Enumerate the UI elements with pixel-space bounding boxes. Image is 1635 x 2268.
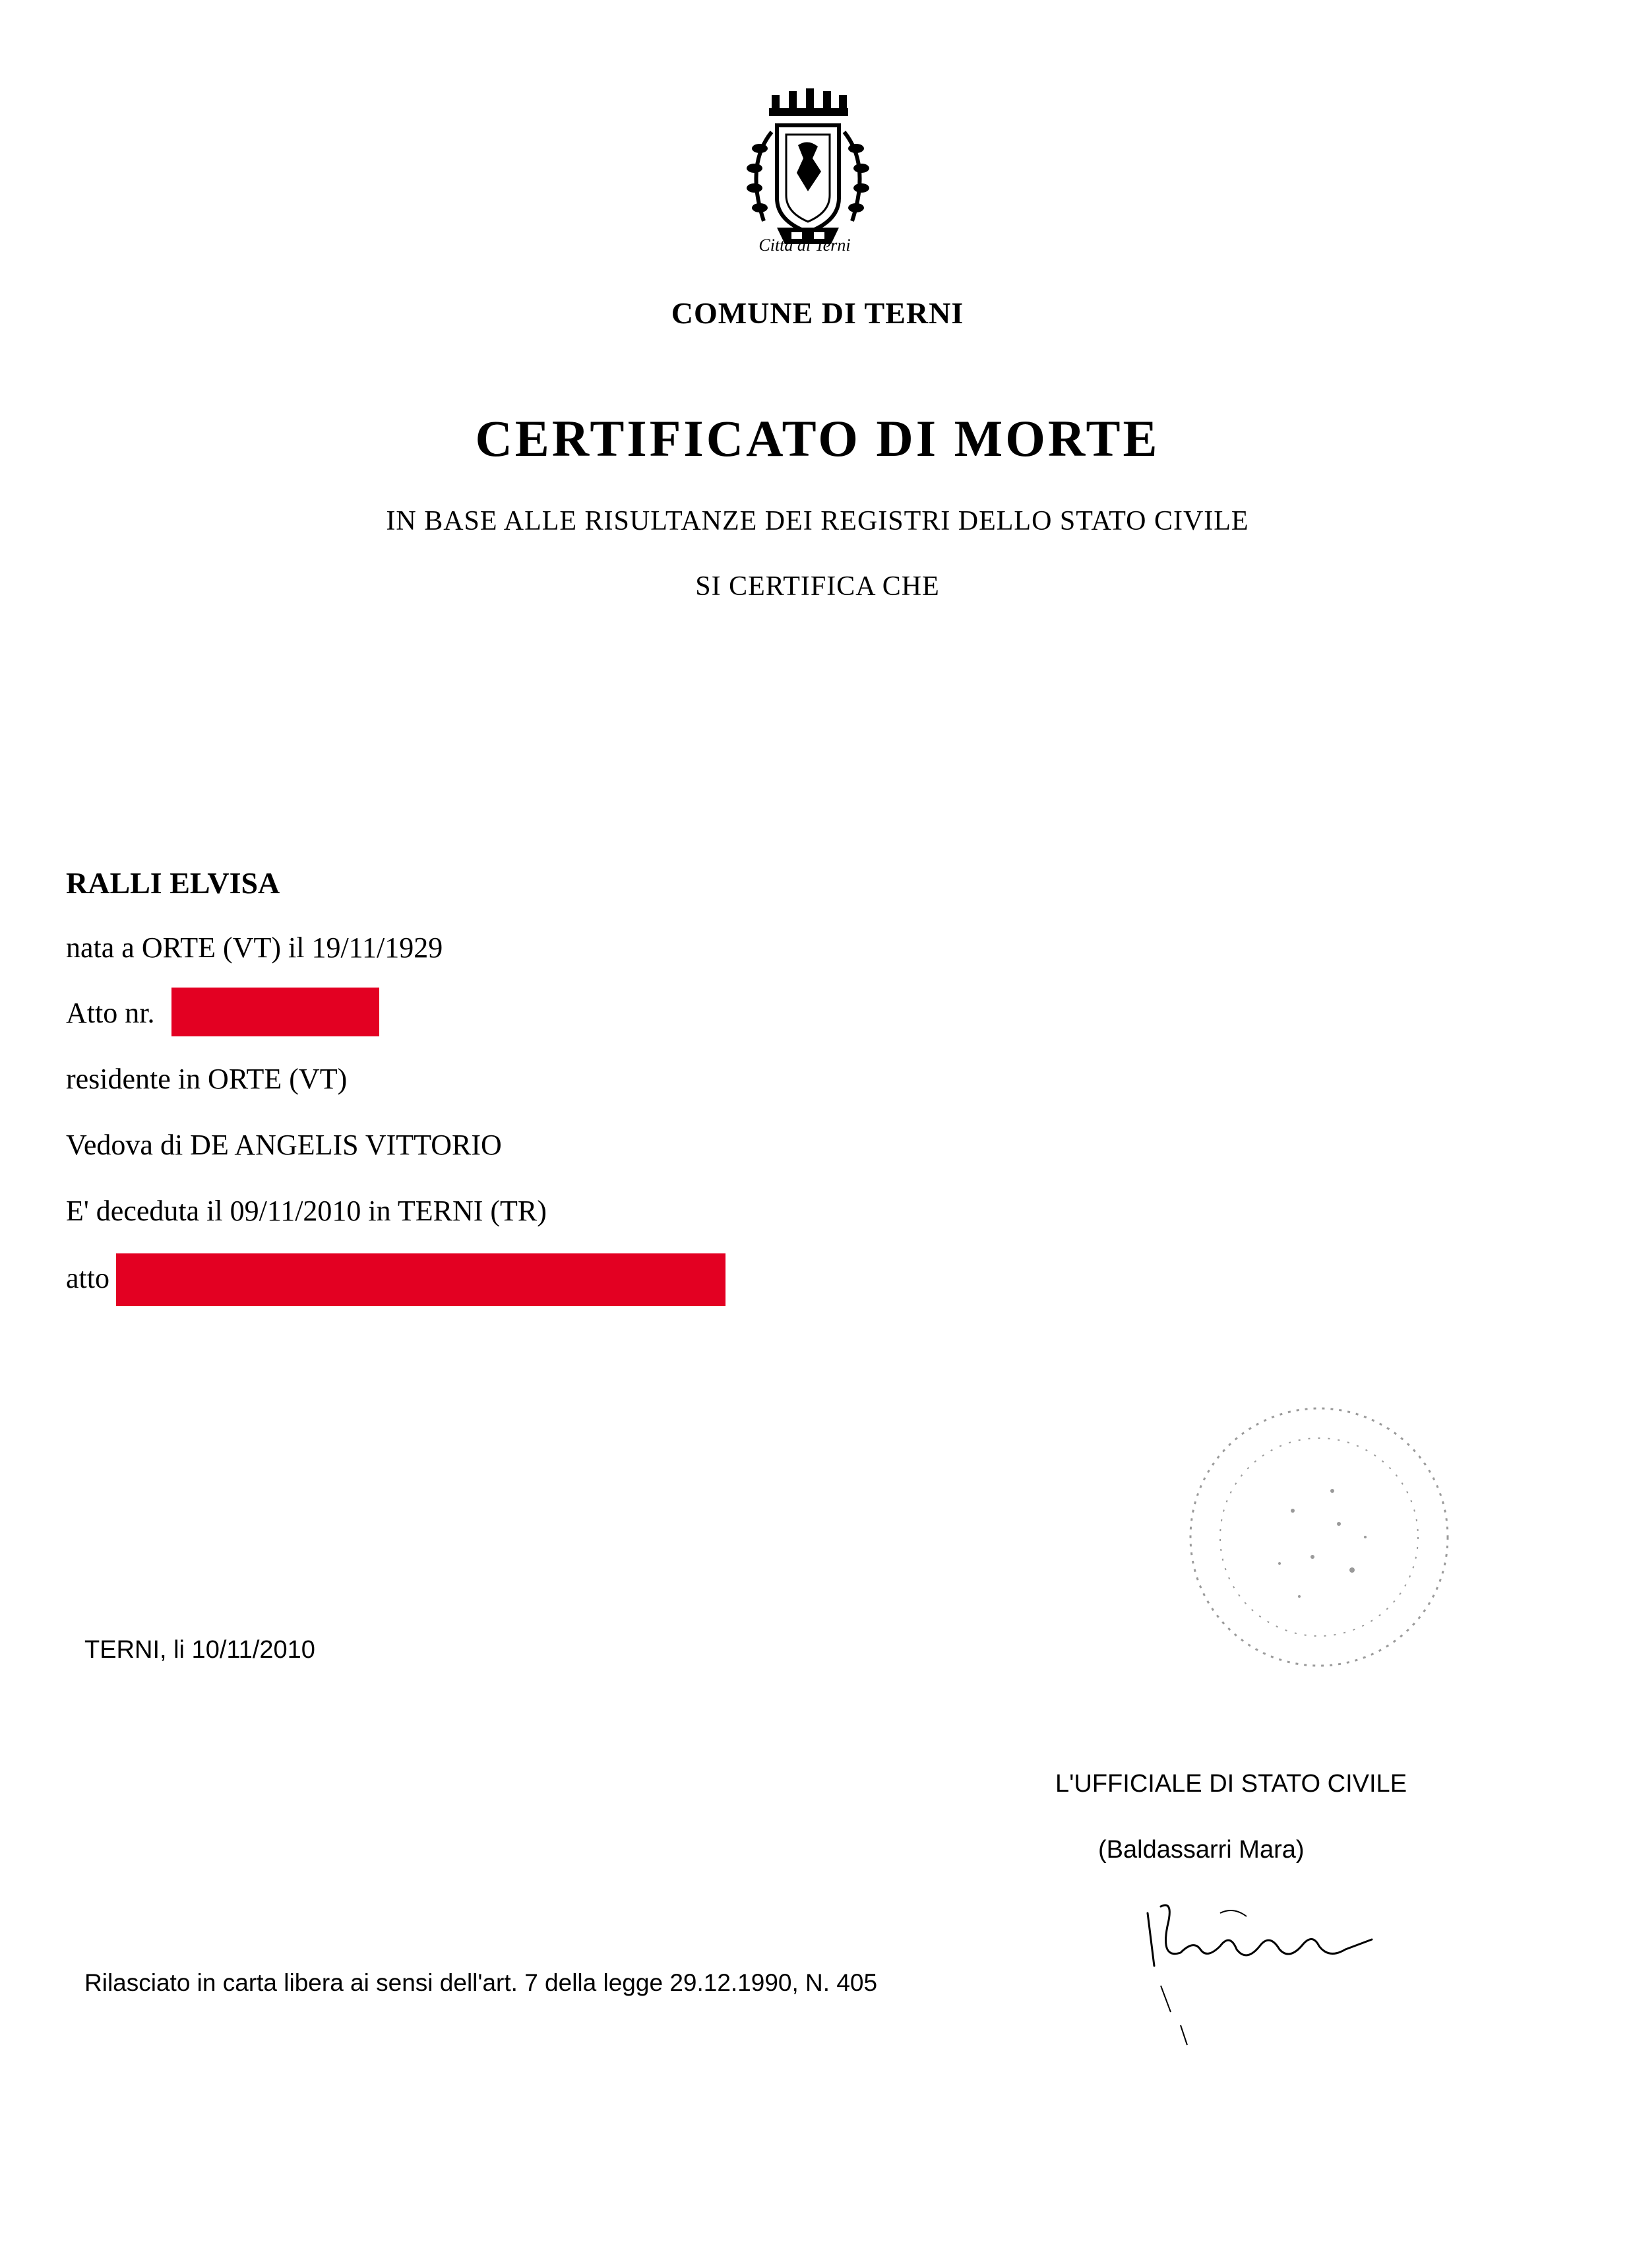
official-name: (Baldassarri Mara): [1098, 1836, 1305, 1864]
document-title: CERTIFICATO DI MORTE: [475, 410, 1160, 467]
handwritten-signature: [1121, 1887, 1425, 2058]
atto-number-label: Atto nr.: [66, 997, 155, 1029]
deceased-name: RALLI ELVISA: [66, 866, 280, 900]
official-title: L'UFFICIALE DI STATO CIVILE: [1055, 1770, 1407, 1798]
document-subtitle: IN BASE ALLE RISULTANZE DEI REGISTRI DELLO STATO CIVILE: [386, 506, 1249, 536]
marital-status: Vedova di DE ANGELIS VITTORIO: [66, 1129, 502, 1161]
residence-details: residente in ORTE (VT): [66, 1063, 348, 1095]
redaction-box: [171, 988, 379, 1036]
official-stamp: [1181, 1399, 1458, 1676]
legal-note: Rilasciato in carta libera ai sensi dell'art. 7 della legge 29.12.1990, N. 405: [84, 1969, 878, 1996]
birth-details: nata a ORTE (VT) il 19/11/1929: [66, 931, 443, 964]
place-and-date: TERNI, li 10/11/2010: [84, 1636, 315, 1664]
certification-statement: SI CERTIFICA CHE: [695, 571, 940, 602]
death-details: E' deceduta il 09/11/2010 in TERNI (TR): [66, 1195, 547, 1227]
emblem-caption: Città di Terni: [758, 236, 851, 255]
municipality-name: COMUNE DI TERNI: [671, 296, 964, 330]
redaction-box: [116, 1253, 725, 1306]
atto-label: atto: [66, 1262, 109, 1294]
